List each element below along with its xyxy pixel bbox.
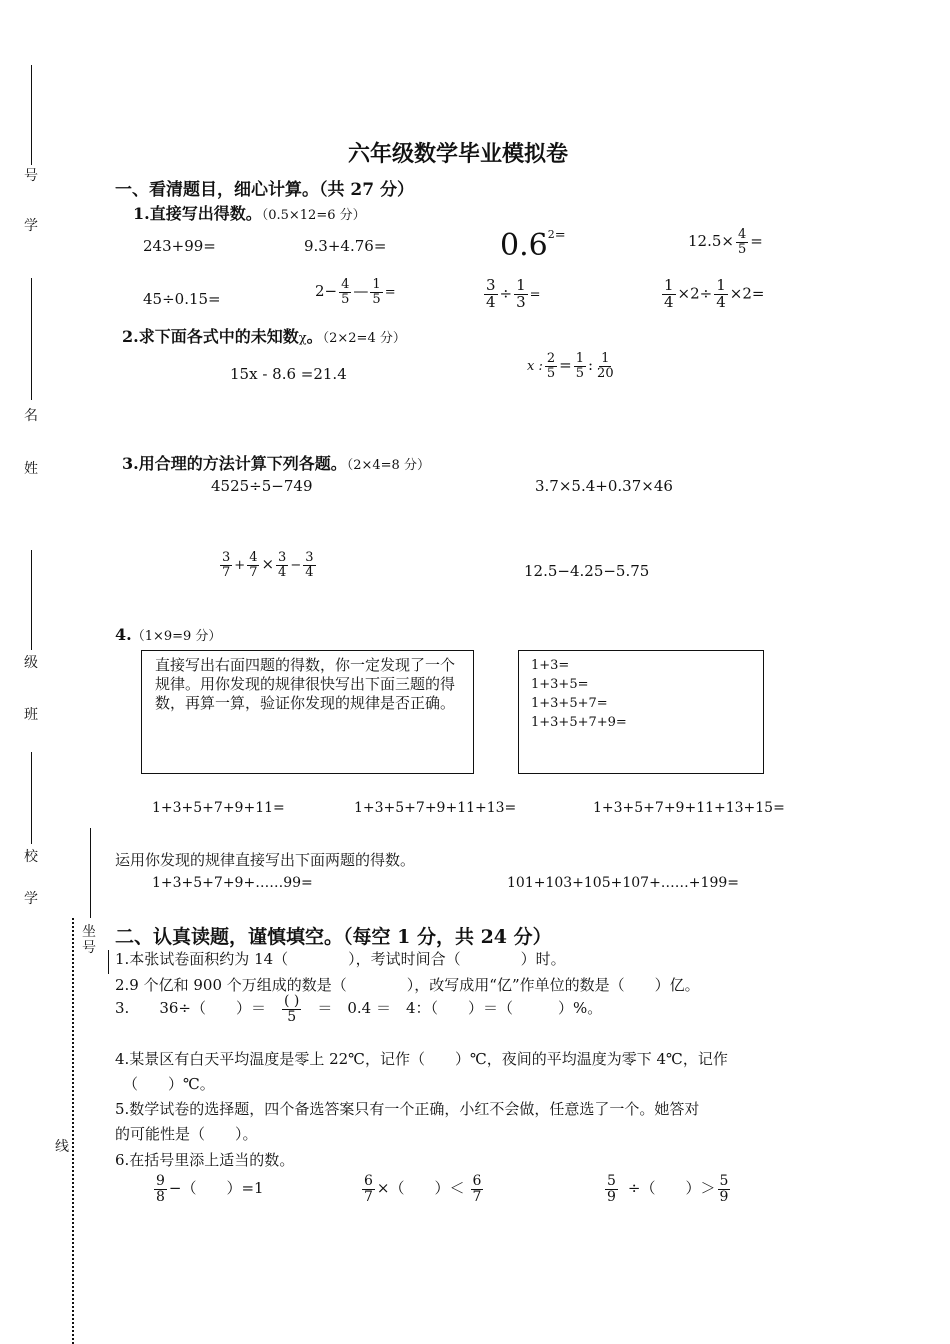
q4-apply-1: 1+3+5+7+9+……99= (152, 875, 313, 891)
q4-task-1: 1+3+5+7+9+11= (152, 800, 285, 816)
q1-points: （0.5×12=6 分） (261, 208, 366, 223)
margin-line-5 (90, 828, 91, 918)
section1-heading: 一、看清题目，细心计算。（共 27 分） (115, 180, 414, 200)
margin-line-3 (31, 550, 32, 650)
margin-line-4 (31, 752, 32, 844)
expr-2: 3.7×5.4+0.37×46 (535, 477, 673, 495)
equals: = (750, 232, 763, 251)
s2-q3: 3. 36÷（ ）＝ $\frac{( )}{5}$ ＝ 0.4 ＝ 4：（ ）＝（ ）%。 (115, 993, 603, 1025)
q4-task-2: 1+3+5+7+9+11+13= (354, 800, 517, 816)
q3-heading: 3.用合理的方法计算下列各题。（2×4=8 分） (122, 454, 430, 473)
s2-q6-item-3: $\frac{5}{9}$ ÷（ ）＞ $\frac{5}{9}$ (607, 1173, 729, 1205)
q4-apply-text: 运用你发现的规律直接写出下面两题的得数。 (115, 851, 416, 869)
q4-instruction-text: 直接写出右面四题的得数，你一定发现了一个规律。用你发现的规律很快写出下面三题的得数，再算一算，验证你发现的规律是否正确。 (155, 656, 456, 712)
calc-12.5-times-4-5 (688, 228, 763, 256)
q4-heading: 4.（1×9=9 分） (115, 625, 222, 644)
s2-q4-line2: （ ）℃。 (123, 1075, 215, 1093)
margin-line-2 (31, 278, 32, 400)
equals: = (554, 228, 566, 243)
margin-label-surname: 姓 (24, 461, 38, 477)
calc-2-minus-fractions: 2− $\frac{4}{5}$ — $\frac{1}{5}$ = (315, 277, 396, 307)
s2-q6-item-1: $\frac{9}{8}$ −（ ）=1 (156, 1173, 264, 1205)
expr-3: $\frac{3}{7}$ + $\frac{4}{7}$ × $\frac{3}{4}$ − $\frac{3}{4}$ (222, 550, 314, 580)
margin-tick (108, 950, 109, 974)
equation-2: x : $\frac{2}{5}$ = $\frac{1}{5}$ : $\frac{1}{20}$ (527, 351, 614, 381)
s2-q2: 2.9 个亿和 900 个万组成的数是（ ），改写成用“亿”作单位的数是（ ）亿。 (115, 976, 700, 994)
calc-1-4-times-2: $\frac{1}{4}$ ×2÷ $\frac{1}{4}$ ×2= (664, 276, 765, 311)
calc-9.3-4.76: 9.3+4.76= (304, 237, 387, 255)
margin-label-grade: 级 (24, 655, 38, 671)
q4-task-3: 1+3+5+7+9+11+13+15= (593, 800, 785, 816)
calc-3-4-div-1-3: $\frac{3}{4}$ ÷ $\frac{1}{3}$ = (486, 276, 541, 311)
expr-4: 12.5−4.25−5.75 (524, 562, 650, 580)
margin-label-study: 学 (24, 891, 38, 907)
expr-1: 4525÷5−749 (211, 477, 313, 495)
margin-label-name: 名 (24, 408, 38, 424)
margin-label-seat: 坐号 (82, 924, 96, 956)
calc-243-99: 243+99= (143, 237, 216, 255)
section2-heading: 二、认真读题，谨慎填空。（每空 1 分，共 24 分） (115, 926, 552, 948)
q4-apply-2: 101+103+105+107+……+199= (507, 875, 739, 891)
fraction: $\frac{4}{5}$ (737, 227, 747, 257)
margin-label-class: 班 (24, 707, 38, 723)
q1-heading (133, 201, 366, 224)
q4-example-4: 1+3+5+7+9= (531, 715, 627, 730)
margin-label-school: 校 (24, 849, 38, 865)
calc-45-div-0.15: 45÷0.15= (143, 290, 221, 308)
s2-q5-line1: 5.数学试卷的选择题，四个备选答案只有一个正确，小红不会做，任意选了一个。她答对 (115, 1100, 700, 1118)
equation-1: 15x - 8.6 =21.4 (230, 365, 347, 383)
exponent: 2 (547, 228, 555, 241)
q4-instruction-box (141, 650, 474, 774)
margin-label-line: 线 (55, 1139, 69, 1155)
q1-title: 1.直接写出得数。 (133, 204, 262, 223)
margin-dotted-cut-line (72, 918, 74, 1344)
s2-q5-line2: 的可能性是（ ）。 (115, 1125, 258, 1143)
s2-q1: 1.本张试卷面积约为 14（ ），考试时间合（ ）时。 (115, 950, 566, 968)
margin-label-number: 号 (24, 168, 38, 184)
s2-q6-item-2: $\frac{6}{7}$ ×（ ）＜ $\frac{6}{7}$ (364, 1173, 482, 1205)
q4-example-2: 1+3+5= (531, 677, 589, 692)
q4-examples-box (518, 650, 764, 774)
calc-0.6-squared (500, 228, 566, 263)
q4-example-3: 1+3+5+7= (531, 696, 608, 711)
margin-label-student: 学 (24, 218, 38, 234)
page-title: 六年级数学毕业模拟卷 (348, 141, 569, 167)
margin-line-1 (31, 65, 32, 165)
term: 12.5× (688, 232, 734, 251)
s2-q4-line1: 4.某景区有白天平均温度是零上 22℃，记作（ ）℃，夜间的平均温度为零下 4℃，记作 (115, 1050, 728, 1068)
base: 0.6 (500, 228, 548, 263)
s2-q6: 6.在括号里添上适当的数。 (115, 1151, 295, 1169)
q4-example-1: 1+3= (531, 658, 570, 673)
q2-heading: 2.求下面各式中的未知数χ。（2×2=4 分） (122, 327, 406, 346)
